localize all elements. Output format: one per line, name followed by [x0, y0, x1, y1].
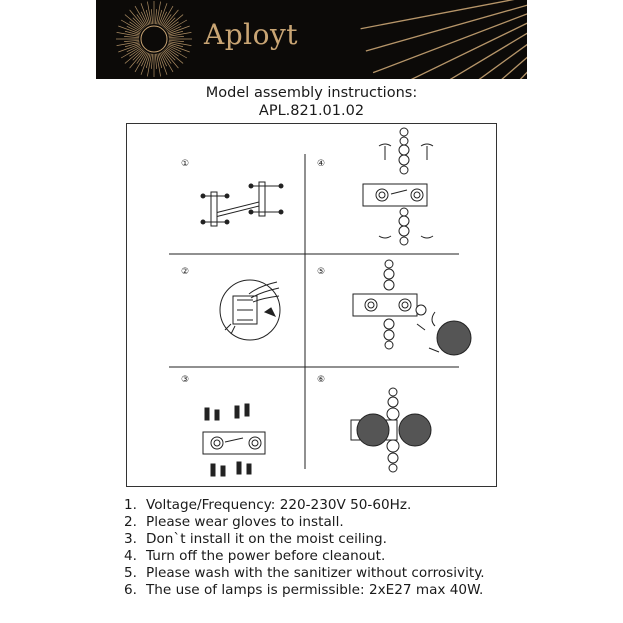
list-text: Please wear gloves to install.: [146, 514, 344, 530]
sunray-decoration: [361, 0, 527, 79]
list-item: [124, 565, 485, 582]
list-item: [124, 548, 485, 565]
list-number: 1.: [124, 497, 137, 513]
list-text: The use of lamps is permissible: 2xE27 max 40W.: [146, 582, 484, 598]
list-item: [124, 531, 485, 548]
list-number: 2.: [124, 514, 137, 530]
step-number: ①: [181, 159, 190, 169]
model-number: APL.821.01.02: [258, 103, 365, 119]
list-text: Don`t install it on the moist ceiling.: [146, 531, 387, 547]
list-number: 5.: [124, 565, 137, 581]
page-title: [0, 84, 623, 120]
list-number: 4.: [124, 548, 137, 564]
step-number: ④: [317, 159, 326, 169]
list-number: 3.: [124, 531, 137, 547]
list-item: [124, 497, 485, 514]
step-number: ⑤: [317, 267, 326, 277]
assembly-diagram-panel: [126, 123, 497, 487]
brand-banner: [96, 0, 527, 79]
sunburst-decoration: [96, 0, 527, 79]
list-text: Voltage/Frequency: 220-230V 50-60Hz.: [146, 497, 412, 513]
sun-icon: [116, 1, 192, 77]
step-3-illustration: [181, 375, 265, 476]
list-item: [124, 514, 485, 531]
step-4-illustration: [317, 128, 433, 245]
list-item: [124, 582, 485, 599]
list-text: Turn off the power before cleanout.: [146, 548, 386, 564]
step-number: ②: [181, 267, 190, 277]
list-number: 6.: [124, 582, 137, 598]
list-text: Please wash with the sanitizer without corrosivity.: [146, 565, 485, 581]
safety-notes-list: [124, 497, 485, 599]
step-6-illustration: [317, 375, 431, 472]
step-2-illustration: [181, 267, 280, 340]
step-5-illustration: [317, 260, 471, 355]
step-number: ⑥: [317, 375, 326, 385]
title-line: Model assembly instructions:: [205, 85, 418, 101]
step-1-illustration: [181, 159, 283, 226]
step-number: ③: [181, 375, 190, 385]
brand-logo: Aployt: [204, 18, 299, 51]
